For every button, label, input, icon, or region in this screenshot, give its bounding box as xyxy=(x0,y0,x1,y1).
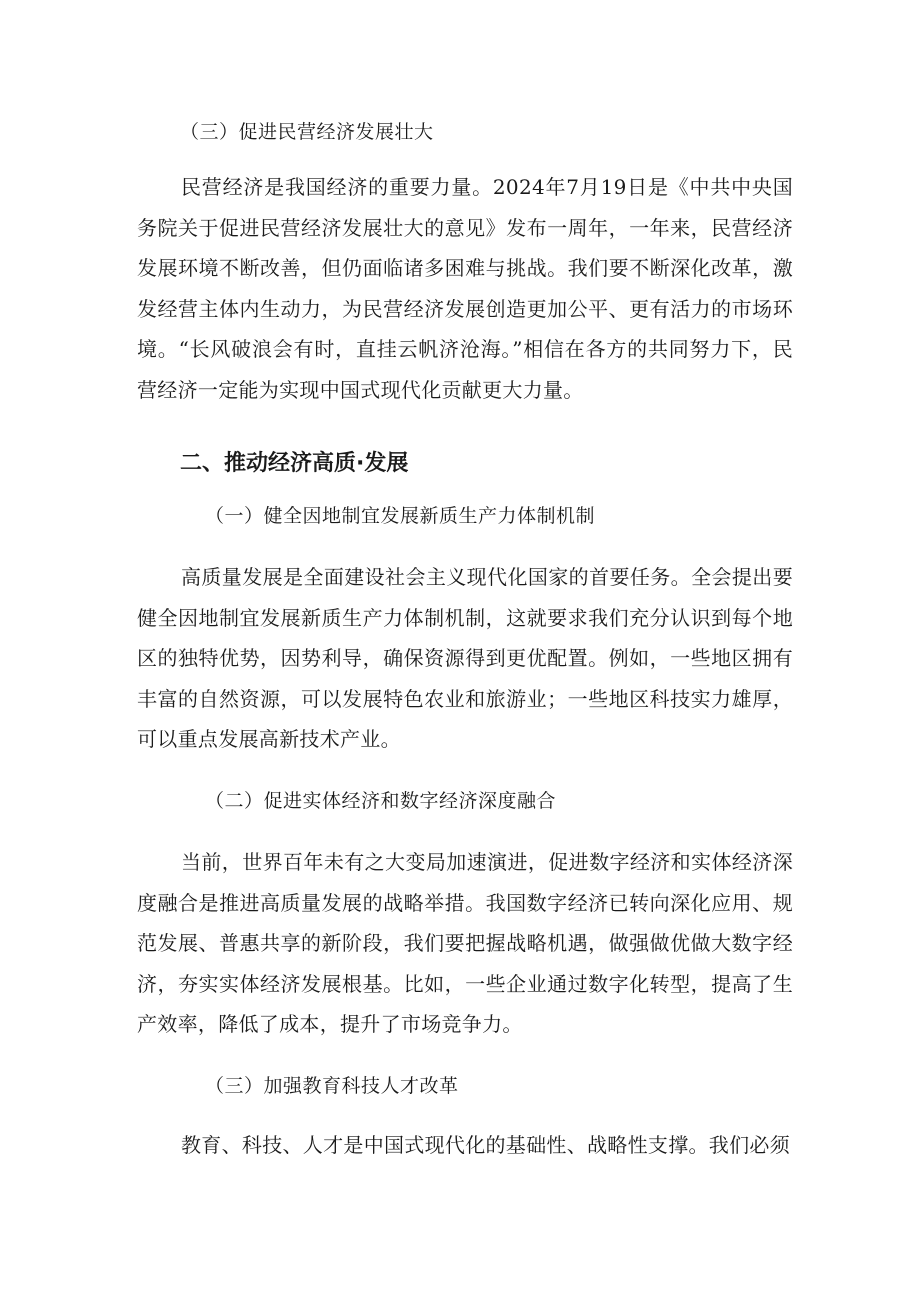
paragraph-new-productive-forces: 高质量发展是全面建设社会主义现代化国家的首要任务。全会提出要健全因地制宜发展新质生产力体制机制，这就要求我们充分认识到每个地区的独特优势，因势利导，确保资源得到更优配置。例如，一些地区拥有丰富的自然资源，可以发展特色农业和旅游业；一些地区科技实力雄厚，可以重点发展高新技术产业。 xyxy=(137,565,793,751)
section-heading-high-quality-development: 二、推动经济高质·发展 xyxy=(180,451,409,476)
paragraph-education-reform: 教育、科技、人才是中国式现代化的基础性、战略性支撑。我们必须 xyxy=(181,1133,790,1157)
subsection-heading-digital-economy: （二）促进实体经济和数字经济深度融合 xyxy=(205,790,557,812)
subsection-heading-education-reform: （三）加强教育科技人才改革 xyxy=(205,1075,459,1097)
paragraph-digital-economy: 当前，世界百年未有之大变局加速演进，促进数字经济和实体经济深度融合是推进高质量发展的战略举措。我国数字经济已转向深化应用、规范发展、普惠共享的新阶段，我们要把握战略机遇，做强做优做大数字经济，夯实实体经济发展根基。比如，一些企业通过数字化转型，提高了生产效率，降低了成本，提升了市场竞争力。 xyxy=(137,850,793,1036)
subsection-heading-new-productive-forces: （一）健全因地制宜发展新质生产力体制机制 xyxy=(205,505,596,527)
paragraph-private-economy: 民营经济是我国经济的重要力量。2024年7月19日是《中共中央国务院关于促进民营经济发展壮大的意见》发布一周年，一年来，民营经济发展环境不断改善，但仍面临诸多困难与挑战。我们要不断深化改革，激发经营主体内生动力，为民营经济发展创造更加公平、更有活力的市场环境。“长风破浪会有时，直挂云帆济沧海。”相信在各方的共同努力下，民营经济一定能为实现中国式现代化贡献更大力量。 xyxy=(137,175,793,402)
subsection-heading-promote-private-economy: （三）促进民营经济发展壮大 xyxy=(180,121,434,143)
